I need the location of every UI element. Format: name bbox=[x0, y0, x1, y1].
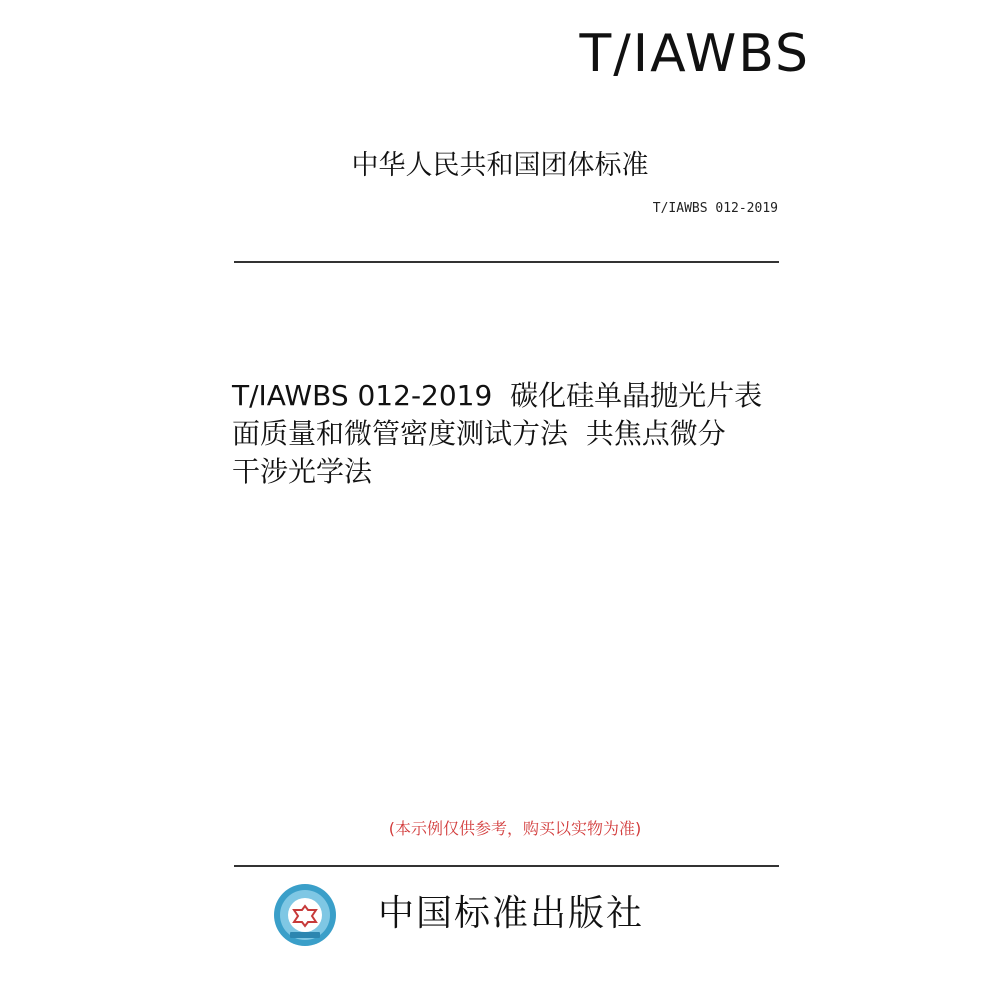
seal-graphic bbox=[272, 882, 338, 948]
document-title-line-1: T/IAWBS 012-2019 碳化硅单晶抛光片表 bbox=[232, 379, 763, 412]
bottom-divider bbox=[234, 865, 779, 867]
top-divider bbox=[234, 261, 779, 263]
document-number: T/IAWBS 012-2019 bbox=[652, 201, 778, 216]
seal-banner bbox=[290, 932, 320, 938]
publisher-name: 中国标准出版社 bbox=[378, 893, 645, 934]
document-title-line-3: 干涉光学法 bbox=[232, 455, 373, 488]
document-title bbox=[232, 377, 792, 491]
publisher-seal-icon bbox=[272, 882, 338, 948]
document-title-line-2: 面质量和微管密度测试方法 共焦点微分 bbox=[232, 417, 726, 450]
disclaimer-note: (本示例仅供参考，购买以实物为准) bbox=[388, 819, 642, 838]
standard-code: T/IAWBS bbox=[579, 24, 810, 84]
standard-type-heading: 中华人民共和国团体标准 bbox=[351, 150, 649, 181]
